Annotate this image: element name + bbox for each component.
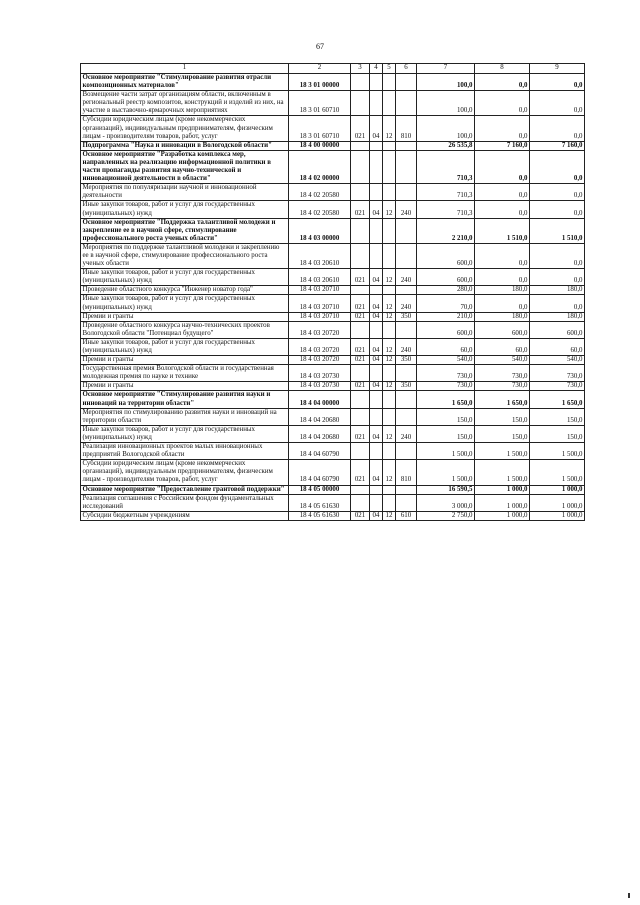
table-row (81, 116, 585, 141)
row-section-cell (370, 150, 383, 183)
row-subsection-cell: 12 (383, 338, 396, 355)
row-name-cell: Иные закупки товаров, работ и услуг для государственных (муниципальных) нужд (81, 425, 289, 442)
row-subsection-cell (383, 74, 396, 91)
row-amount-year3-cell: 0,0 (530, 91, 585, 116)
row-amount-year2-cell: 0,0 (475, 295, 530, 312)
table-row (81, 218, 585, 243)
row-section-cell (370, 365, 383, 382)
row-name-cell: Мероприятия по стимулированию развития науки и инноваций на территории области (81, 408, 289, 425)
row-admin-code-cell: 021 (351, 295, 370, 312)
column-header: 8 (475, 64, 530, 74)
row-expense-type-cell (396, 218, 417, 243)
row-amount-year2-cell: 0,0 (475, 243, 530, 268)
row-expense-type-cell (396, 91, 417, 116)
row-amount-year1-cell: 730,0 (417, 382, 475, 391)
row-subsection-cell (383, 184, 396, 201)
row-expense-type-cell: 240 (396, 338, 417, 355)
row-amount-year2-cell: 0,0 (475, 150, 530, 183)
row-expense-type-cell: 810 (396, 116, 417, 141)
row-admin-code-cell: 021 (351, 116, 370, 141)
table-row (81, 391, 585, 408)
row-subsection-cell (383, 408, 396, 425)
row-amount-year3-cell: 600,0 (530, 321, 585, 338)
row-section-cell (370, 391, 383, 408)
row-expense-type-cell: 240 (396, 295, 417, 312)
row-amount-year3-cell: 180,0 (530, 312, 585, 321)
row-section-cell: 04 (370, 460, 383, 485)
row-admin-code-cell (351, 141, 370, 150)
row-code-cell: 18 4 03 20710 (289, 295, 351, 312)
table-row (81, 74, 585, 91)
row-amount-year3-cell: 540,0 (530, 356, 585, 365)
row-amount-year1-cell: 280,0 (417, 286, 475, 295)
table-row (81, 460, 585, 485)
row-amount-year1-cell: 100,0 (417, 74, 475, 91)
row-admin-code-cell (351, 321, 370, 338)
row-amount-year3-cell: 0,0 (530, 243, 585, 268)
row-amount-year3-cell: 0,0 (530, 295, 585, 312)
row-admin-code-cell (351, 365, 370, 382)
row-section-cell (370, 243, 383, 268)
row-section-cell (370, 184, 383, 201)
row-amount-year3-cell: 1 000,0 (530, 494, 585, 511)
row-section-cell (370, 443, 383, 460)
row-amount-year3-cell: 0,0 (530, 150, 585, 183)
row-admin-code-cell: 021 (351, 356, 370, 365)
row-section-cell: 04 (370, 511, 383, 520)
row-expense-type-cell (396, 494, 417, 511)
row-amount-year1-cell: 710,3 (417, 184, 475, 201)
row-expense-type-cell: 240 (396, 425, 417, 442)
row-amount-year3-cell: 1 650,0 (530, 391, 585, 408)
row-admin-code-cell (351, 218, 370, 243)
row-amount-year2-cell: 1 650,0 (475, 391, 530, 408)
row-admin-code-cell (351, 391, 370, 408)
row-name-cell: Проведение областного конкурса научно-технических проектов Вологодской области "Потенциал будущего" (81, 321, 289, 338)
row-amount-year2-cell: 150,0 (475, 425, 530, 442)
row-code-cell: 18 4 03 20610 (289, 243, 351, 268)
row-expense-type-cell (396, 365, 417, 382)
row-amount-year1-cell: 2 210,0 (417, 218, 475, 243)
row-name-cell: Основное мероприятие "Стимулирование развития отрасли композиционных материалов" (81, 74, 289, 91)
row-code-cell: 18 4 03 20710 (289, 312, 351, 321)
column-header: 3 (351, 64, 370, 74)
row-expense-type-cell: 810 (396, 460, 417, 485)
table-row (81, 356, 585, 365)
column-header: 1 (81, 64, 289, 74)
row-amount-year2-cell: 1 500,0 (475, 443, 530, 460)
row-admin-code-cell (351, 91, 370, 116)
row-amount-year3-cell: 730,0 (530, 382, 585, 391)
table-row (81, 201, 585, 218)
row-subsection-cell (383, 243, 396, 268)
table-row (81, 269, 585, 286)
row-subsection-cell (383, 443, 396, 460)
row-admin-code-cell (351, 150, 370, 183)
row-amount-year1-cell: 1 650,0 (417, 391, 475, 408)
row-name-cell: Проведение областного конкурса "Инженер новатор года" (81, 286, 289, 295)
row-name-cell: Премии и гранты (81, 382, 289, 391)
row-subsection-cell (383, 485, 396, 494)
table-row (81, 425, 585, 442)
row-code-cell: 18 4 03 20610 (289, 269, 351, 286)
row-amount-year3-cell: 1 000,0 (530, 485, 585, 494)
table-header-row (81, 64, 585, 74)
row-subsection-cell: 12 (383, 116, 396, 141)
row-amount-year3-cell: 150,0 (530, 425, 585, 442)
row-section-cell (370, 321, 383, 338)
row-amount-year2-cell: 0,0 (475, 74, 530, 91)
row-admin-code-cell: 021 (351, 425, 370, 442)
row-section-cell: 04 (370, 356, 383, 365)
row-subsection-cell (383, 150, 396, 183)
table-row (81, 150, 585, 183)
row-subsection-cell: 12 (383, 269, 396, 286)
row-name-cell: Подпрограмма "Наука и инновации в Вологодской области" (81, 141, 289, 150)
row-amount-year1-cell: 600,0 (417, 243, 475, 268)
row-name-cell: Мероприятия по поддержке талантливой молодежи и закреплению ее в научной сфере, стимулирование профессионального роста ученых области (81, 243, 289, 268)
row-subsection-cell: 12 (383, 312, 396, 321)
row-name-cell: Субсидии юридическим лицам (кроме некоммерческих организаций), индивидуальным предпринимателям, физическим лицам - производителям товаров, работ, услуг (81, 116, 289, 141)
row-amount-year1-cell: 710,3 (417, 150, 475, 183)
row-amount-year2-cell: 180,0 (475, 286, 530, 295)
row-amount-year2-cell: 1 000,0 (475, 511, 530, 520)
table-row (81, 511, 585, 520)
row-subsection-cell (383, 365, 396, 382)
row-subsection-cell: 12 (383, 460, 396, 485)
row-code-cell: 18 4 02 20580 (289, 184, 351, 201)
row-subsection-cell (383, 494, 396, 511)
row-expense-type-cell (396, 391, 417, 408)
row-name-cell: Иные закупки товаров, работ и услуг для государственных (муниципальных) нужд (81, 295, 289, 312)
row-code-cell: 18 4 03 20730 (289, 365, 351, 382)
row-expense-type-cell: 350 (396, 382, 417, 391)
row-admin-code-cell (351, 184, 370, 201)
row-amount-year3-cell: 0,0 (530, 116, 585, 141)
row-name-cell: Премии и гранты (81, 356, 289, 365)
row-name-cell: Иные закупки товаров, работ и услуг для государственных (муниципальных) нужд (81, 269, 289, 286)
row-amount-year1-cell: 1 500,0 (417, 460, 475, 485)
row-admin-code-cell: 021 (351, 460, 370, 485)
row-subsection-cell: 12 (383, 511, 396, 520)
row-amount-year1-cell: 600,0 (417, 321, 475, 338)
row-name-cell: Возмещение части затрат организациям области, включенным в региональный реестр композитов, конструкций и изделий из них, на участие в выставочно-ярмарочных мероприятиях (81, 91, 289, 116)
row-amount-year2-cell: 0,0 (475, 269, 530, 286)
row-subsection-cell: 12 (383, 356, 396, 365)
row-name-cell: Реализация инновационных проектов малых инновационных предприятий Вологодской области (81, 443, 289, 460)
row-section-cell: 04 (370, 338, 383, 355)
row-amount-year3-cell: 1 000,0 (530, 511, 585, 520)
row-section-cell (370, 218, 383, 243)
column-header: 2 (289, 64, 351, 74)
row-admin-code-cell: 021 (351, 201, 370, 218)
row-admin-code-cell (351, 243, 370, 268)
row-name-cell: Основное мероприятие "Стимулирование развития науки и инноваций на территории области" (81, 391, 289, 408)
row-amount-year3-cell: 60,0 (530, 338, 585, 355)
table-row (81, 184, 585, 201)
row-code-cell: 18 4 04 60790 (289, 460, 351, 485)
row-code-cell: 18 3 01 60710 (289, 116, 351, 141)
row-section-cell: 04 (370, 116, 383, 141)
margin-mark (628, 893, 630, 898)
row-code-cell: 18 3 01 00000 (289, 74, 351, 91)
row-name-cell: Реализация соглашения с Российским фондом фундаментальных исследований (81, 494, 289, 511)
row-subsection-cell (383, 141, 396, 150)
row-amount-year1-cell: 210,0 (417, 312, 475, 321)
row-expense-type-cell (396, 286, 417, 295)
row-amount-year3-cell: 150,0 (530, 408, 585, 425)
row-amount-year2-cell: 540,0 (475, 356, 530, 365)
row-amount-year2-cell: 1 000,0 (475, 494, 530, 511)
row-code-cell: 18 4 00 00000 (289, 141, 351, 150)
row-amount-year2-cell: 0,0 (475, 116, 530, 141)
row-amount-year1-cell: 100,0 (417, 91, 475, 116)
row-amount-year2-cell: 60,0 (475, 338, 530, 355)
budget-table-body (81, 64, 585, 521)
row-admin-code-cell (351, 494, 370, 511)
row-expense-type-cell (396, 408, 417, 425)
row-amount-year3-cell: 7 160,0 (530, 141, 585, 150)
row-section-cell: 04 (370, 382, 383, 391)
row-amount-year1-cell: 70,0 (417, 295, 475, 312)
row-admin-code-cell: 021 (351, 312, 370, 321)
row-amount-year2-cell: 730,0 (475, 382, 530, 391)
column-header: 5 (383, 64, 396, 74)
row-amount-year3-cell: 0,0 (530, 184, 585, 201)
table-row (81, 408, 585, 425)
row-name-cell: Основное мероприятие "Разработка комплекса мер, направленных на реализацию информационной политики в части пропаганды развития научно-технической и инновационной деятельности в области" (81, 150, 289, 183)
row-amount-year1-cell: 26 535,8 (417, 141, 475, 150)
row-expense-type-cell: 610 (396, 511, 417, 520)
row-name-cell: Премии и гранты (81, 312, 289, 321)
row-code-cell: 18 4 02 20580 (289, 201, 351, 218)
row-code-cell: 18 4 03 20720 (289, 356, 351, 365)
row-subsection-cell: 12 (383, 295, 396, 312)
row-expense-type-cell (396, 150, 417, 183)
row-admin-code-cell (351, 286, 370, 295)
row-section-cell (370, 494, 383, 511)
row-code-cell: 18 4 03 20730 (289, 382, 351, 391)
row-code-cell: 18 4 04 20680 (289, 408, 351, 425)
row-section-cell: 04 (370, 201, 383, 218)
table-row (81, 485, 585, 494)
table-row (81, 312, 585, 321)
row-name-cell: Иные закупки товаров, работ и услуг для государственных (муниципальных) нужд (81, 201, 289, 218)
row-expense-type-cell: 350 (396, 312, 417, 321)
row-expense-type-cell (396, 184, 417, 201)
row-admin-code-cell (351, 74, 370, 91)
row-amount-year2-cell: 1 500,0 (475, 460, 530, 485)
row-amount-year3-cell: 0,0 (530, 74, 585, 91)
row-name-cell: Субсидии юридическим лицам (кроме некоммерческих организаций), индивидуальным предпринимателям, физическим лицам - производителям товаров, работ, услуг (81, 460, 289, 485)
table-row (81, 295, 585, 312)
row-admin-code-cell (351, 485, 370, 494)
row-amount-year1-cell: 60,0 (417, 338, 475, 355)
row-amount-year1-cell: 16 590,5 (417, 485, 475, 494)
row-amount-year2-cell: 600,0 (475, 321, 530, 338)
row-admin-code-cell: 021 (351, 511, 370, 520)
table-row (81, 494, 585, 511)
row-name-cell: Субсидии бюджетным учреждениям (81, 511, 289, 520)
row-subsection-cell (383, 91, 396, 116)
row-amount-year2-cell: 150,0 (475, 408, 530, 425)
page-number: 67 (316, 42, 324, 51)
row-code-cell: 18 4 03 00000 (289, 218, 351, 243)
row-subsection-cell: 12 (383, 201, 396, 218)
row-subsection-cell (383, 321, 396, 338)
row-name-cell: Основное мероприятие "Предоставление грантовой поддержки" (81, 485, 289, 494)
row-amount-year1-cell: 710,3 (417, 201, 475, 218)
table-row (81, 382, 585, 391)
row-amount-year1-cell: 3 000,0 (417, 494, 475, 511)
column-header: 6 (396, 64, 417, 74)
row-code-cell: 18 4 02 00000 (289, 150, 351, 183)
row-code-cell: 18 4 04 60790 (289, 443, 351, 460)
row-code-cell: 18 4 05 00000 (289, 485, 351, 494)
row-amount-year1-cell: 150,0 (417, 408, 475, 425)
row-section-cell (370, 286, 383, 295)
row-section-cell: 04 (370, 269, 383, 286)
row-name-cell: Государственная премия Вологодской области и государственная молодежная премия по науке и технике (81, 365, 289, 382)
row-amount-year3-cell: 1 500,0 (530, 460, 585, 485)
column-header: 4 (370, 64, 383, 74)
row-amount-year3-cell: 730,0 (530, 365, 585, 382)
table-row (81, 321, 585, 338)
row-amount-year1-cell: 2 750,0 (417, 511, 475, 520)
row-section-cell (370, 74, 383, 91)
row-amount-year3-cell: 1 500,0 (530, 443, 585, 460)
row-expense-type-cell (396, 74, 417, 91)
table-row (81, 91, 585, 116)
row-section-cell: 04 (370, 295, 383, 312)
row-code-cell: 18 4 03 20710 (289, 286, 351, 295)
table-row (81, 338, 585, 355)
row-section-cell (370, 91, 383, 116)
row-amount-year3-cell: 0,0 (530, 269, 585, 286)
row-admin-code-cell: 021 (351, 269, 370, 286)
row-section-cell (370, 408, 383, 425)
row-subsection-cell: 12 (383, 382, 396, 391)
row-amount-year1-cell: 540,0 (417, 356, 475, 365)
row-amount-year1-cell: 150,0 (417, 425, 475, 442)
row-amount-year2-cell: 1 510,0 (475, 218, 530, 243)
row-subsection-cell: 12 (383, 425, 396, 442)
row-subsection-cell (383, 391, 396, 408)
row-amount-year2-cell: 0,0 (475, 184, 530, 201)
row-expense-type-cell: 240 (396, 201, 417, 218)
row-code-cell: 18 4 03 20720 (289, 321, 351, 338)
row-code-cell: 18 4 05 61630 (289, 511, 351, 520)
row-admin-code-cell: 021 (351, 338, 370, 355)
row-amount-year1-cell: 1 500,0 (417, 443, 475, 460)
row-code-cell: 18 4 04 00000 (289, 391, 351, 408)
table-row (81, 365, 585, 382)
row-subsection-cell (383, 218, 396, 243)
column-header: 9 (530, 64, 585, 74)
budget-table (80, 63, 585, 521)
row-amount-year1-cell: 730,0 (417, 365, 475, 382)
row-amount-year3-cell: 180,0 (530, 286, 585, 295)
row-amount-year3-cell: 1 510,0 (530, 218, 585, 243)
table-row (81, 286, 585, 295)
column-header: 7 (417, 64, 475, 74)
row-expense-type-cell (396, 321, 417, 338)
row-section-cell: 04 (370, 312, 383, 321)
row-code-cell: 18 4 04 20680 (289, 425, 351, 442)
row-expense-type-cell (396, 243, 417, 268)
row-amount-year1-cell: 100,0 (417, 116, 475, 141)
table-row (81, 243, 585, 268)
row-amount-year1-cell: 600,0 (417, 269, 475, 286)
table-row (81, 141, 585, 150)
row-amount-year2-cell: 0,0 (475, 201, 530, 218)
row-name-cell: Иные закупки товаров, работ и услуг для государственных (муниципальных) нужд (81, 338, 289, 355)
row-expense-type-cell (396, 141, 417, 150)
row-amount-year2-cell: 180,0 (475, 312, 530, 321)
row-admin-code-cell: 021 (351, 382, 370, 391)
row-admin-code-cell (351, 408, 370, 425)
row-amount-year2-cell: 730,0 (475, 365, 530, 382)
row-amount-year2-cell: 1 000,0 (475, 485, 530, 494)
row-section-cell (370, 141, 383, 150)
row-section-cell: 04 (370, 425, 383, 442)
row-code-cell: 18 4 03 20720 (289, 338, 351, 355)
row-expense-type-cell: 240 (396, 269, 417, 286)
row-expense-type-cell: 350 (396, 356, 417, 365)
row-code-cell: 18 3 01 60710 (289, 91, 351, 116)
row-admin-code-cell (351, 443, 370, 460)
row-amount-year2-cell: 7 160,0 (475, 141, 530, 150)
row-amount-year3-cell: 0,0 (530, 201, 585, 218)
row-code-cell: 18 4 05 61630 (289, 494, 351, 511)
row-section-cell (370, 485, 383, 494)
row-expense-type-cell (396, 443, 417, 460)
row-subsection-cell (383, 286, 396, 295)
row-name-cell: Основное мероприятие "Поддержка талантливой молодежи и закрепление ее в научной сфере, стимулирование профессионального роста ученых области" (81, 218, 289, 243)
table-row (81, 443, 585, 460)
row-name-cell: Мероприятия по популяризации научной и инновационной деятельности (81, 184, 289, 201)
row-expense-type-cell (396, 485, 417, 494)
row-amount-year2-cell: 0,0 (475, 91, 530, 116)
